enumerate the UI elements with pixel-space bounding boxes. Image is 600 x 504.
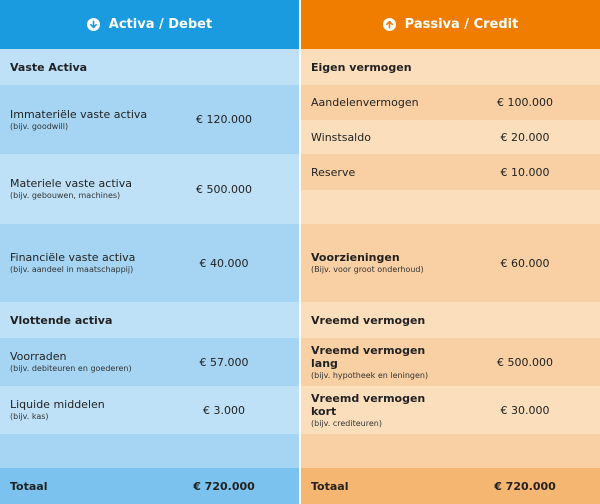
item-sub: (bijv. hypotheek en leningen) — [311, 370, 429, 380]
table-row — [301, 386, 600, 434]
section-row — [301, 49, 600, 85]
total-row — [301, 468, 600, 504]
section-row — [301, 302, 600, 338]
item-label: Financiële vaste activa — [10, 251, 136, 264]
table-row — [0, 386, 299, 434]
section-title-eigen-vermogen: Eigen vermogen — [301, 49, 450, 85]
section-row — [0, 49, 299, 85]
item-label: Reserve — [311, 165, 356, 179]
item-label: Vreemd vermogen kort — [311, 391, 426, 418]
total-amount: € 720.000 — [149, 468, 299, 504]
spacer-row — [301, 434, 600, 468]
item-sub: (bijv. crediteuren) — [311, 418, 382, 428]
activa-header-title: Activa / Debet — [108, 17, 213, 32]
item-amount: € 120.000 — [149, 85, 299, 154]
item-sub: (bijv. gebouwen, machines) — [10, 191, 121, 200]
passiva-header — [301, 0, 600, 49]
item-label: Voorraden — [10, 350, 67, 363]
item-sub: (bijv. debiteuren en goederen) — [10, 364, 132, 373]
item-amount: € 100.000 — [450, 85, 600, 120]
table-row — [0, 85, 299, 154]
item-amount: € 500.000 — [149, 154, 299, 224]
spacer-row — [0, 434, 299, 468]
activa-header — [0, 0, 299, 49]
table-row — [0, 338, 299, 386]
total-label: Totaal — [301, 468, 450, 504]
section-title-vaste-activa: Vaste Activa — [0, 49, 149, 85]
item-amount: € 40.000 — [149, 224, 299, 302]
spacer-row — [301, 190, 600, 224]
item-amount: € 60.000 — [450, 224, 600, 302]
item-label: Voorzieningen — [311, 251, 400, 264]
item-amount: € 57.000 — [149, 338, 299, 386]
item-label: Winstsaldo — [311, 130, 371, 144]
item-label: Immateriële vaste activa — [10, 107, 148, 121]
item-amount: € 500.000 — [450, 338, 600, 386]
item-amount: € 3.000 — [149, 386, 299, 434]
table-row — [301, 120, 600, 154]
section-title-vlottende-activa: Vlottende activa — [0, 302, 149, 338]
arrow-down-circle-icon — [87, 18, 100, 31]
total-amount: € 720.000 — [450, 468, 600, 504]
item-amount: € 30.000 — [450, 386, 600, 434]
item-amount: € 20.000 — [450, 120, 600, 154]
table-row — [301, 338, 600, 386]
table-row — [301, 224, 600, 302]
arrow-up-circle-icon — [383, 18, 396, 31]
table-row — [301, 154, 600, 190]
item-sub: (bijv. kas) — [10, 412, 49, 421]
item-label: Vreemd vermogen lang — [311, 343, 426, 370]
item-sub: (bijv. goodwill) — [10, 121, 69, 131]
total-row — [0, 468, 299, 504]
passiva-header-title: Passiva / Credit — [404, 17, 519, 32]
table-row — [0, 224, 299, 302]
item-amount: € 10.000 — [450, 154, 600, 190]
item-label: Materiele vaste activa — [10, 177, 132, 190]
item-label: Liquide middelen — [10, 398, 105, 411]
table-row — [301, 85, 600, 120]
activa-column — [0, 0, 299, 504]
section-title-vreemd-vermogen: Vreemd vermogen — [301, 302, 450, 338]
item-label: Aandelenvermogen — [311, 96, 419, 109]
total-label: Totaal — [0, 468, 149, 504]
table-row — [0, 154, 299, 224]
section-row — [0, 302, 299, 338]
item-sub: (Bijv. voor groot onderhoud) — [311, 265, 424, 274]
item-sub: (bijv. aandeel in maatschappij) — [10, 265, 134, 274]
passiva-column — [301, 0, 600, 504]
